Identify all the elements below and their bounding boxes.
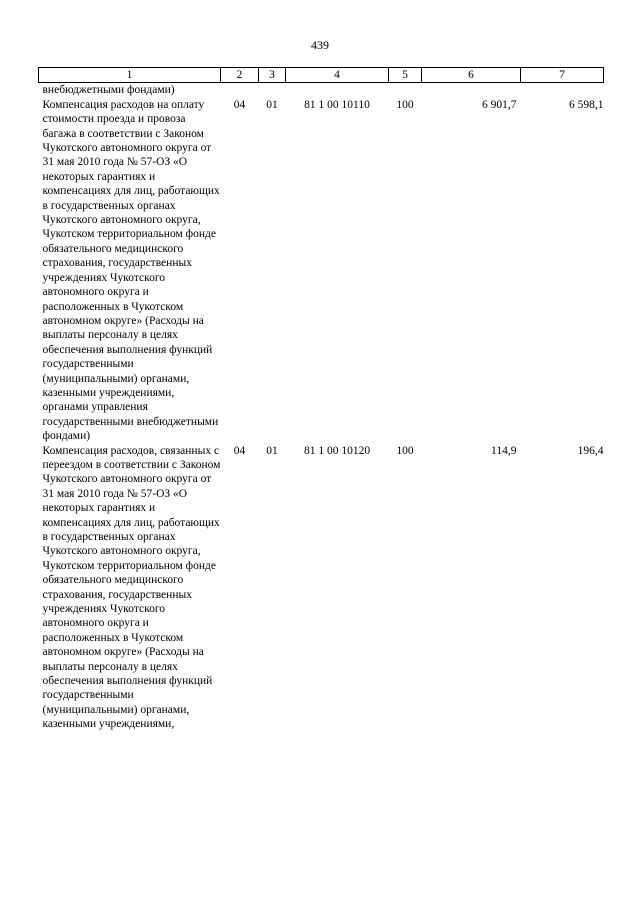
continued-text: внебюджетными фондами) [42,84,175,97]
table-row [39,444,604,732]
row-expense-type: 100 [396,444,414,457]
header-row [39,68,604,83]
column-header-6: 6 [422,68,521,83]
row-amount-1: 6 901,7 [482,98,517,111]
row-name: Компенсация расходов, связанных с переездом в соответствии с Законом Чукотского автономного округа от 31 мая 2010 года № 57-ОЗ «О некоторых гарантиях и компенсациях для лиц, работающих в государственных органах Чукотского автономного округа, Чукотском территориальном фонде обязательного медицинского страхования, государственных учреждениях Чукотского автономного округа и расположенных в Чукотском автономном округе» (Расходы на выплаты персоналу в целях обеспечения выполнения функций государственными (муниципальными) органами, казенными учреждениями, [42,444,221,731]
column-header-4: 4 [286,68,389,83]
budget-table [38,67,604,732]
row-amount-2: 196,4 [577,444,604,457]
row-name: Компенсация расходов на оплату стоимости проезда и провоза багажа в соответствии с Законом Чукотского автономного округа от 31 мая 2010 года № 57-ОЗ «О некоторых гарантиях и компенсациях для лиц, работающих в государственных органах Чукотского автономного округа, Чукотском территориальном фонде обязательного медицинского страхования, государственных учреждениях Чукотского автономного округа и расположенных в Чукотском автономном округе» (Расходы на выплаты персоналу в целях обеспечения выполнения функций государственными (муниципальными) органами, казенными учреждениями, органами управления государственными внебюджетными фондами) [42,98,220,443]
row-expense-type: 100 [396,98,414,111]
table-row [39,98,604,444]
row-section: 04 [233,444,246,457]
column-header-2: 2 [221,68,259,83]
row-target: 81 1 00 10110 [304,98,370,111]
row-subsection: 01 [266,98,278,111]
page-number: 439 [311,38,329,52]
row-section: 04 [233,98,246,111]
continued-row [39,83,604,98]
row-target: 81 1 00 10120 [303,444,371,457]
column-header-3: 3 [259,68,286,83]
column-header-1: 1 [39,68,221,83]
row-amount-2: 6 598,1 [569,98,604,111]
column-header-5: 5 [389,68,422,83]
column-header-7: 7 [521,68,604,83]
row-subsection: 01 [266,444,278,457]
row-amount-1: 114,9 [491,444,517,457]
